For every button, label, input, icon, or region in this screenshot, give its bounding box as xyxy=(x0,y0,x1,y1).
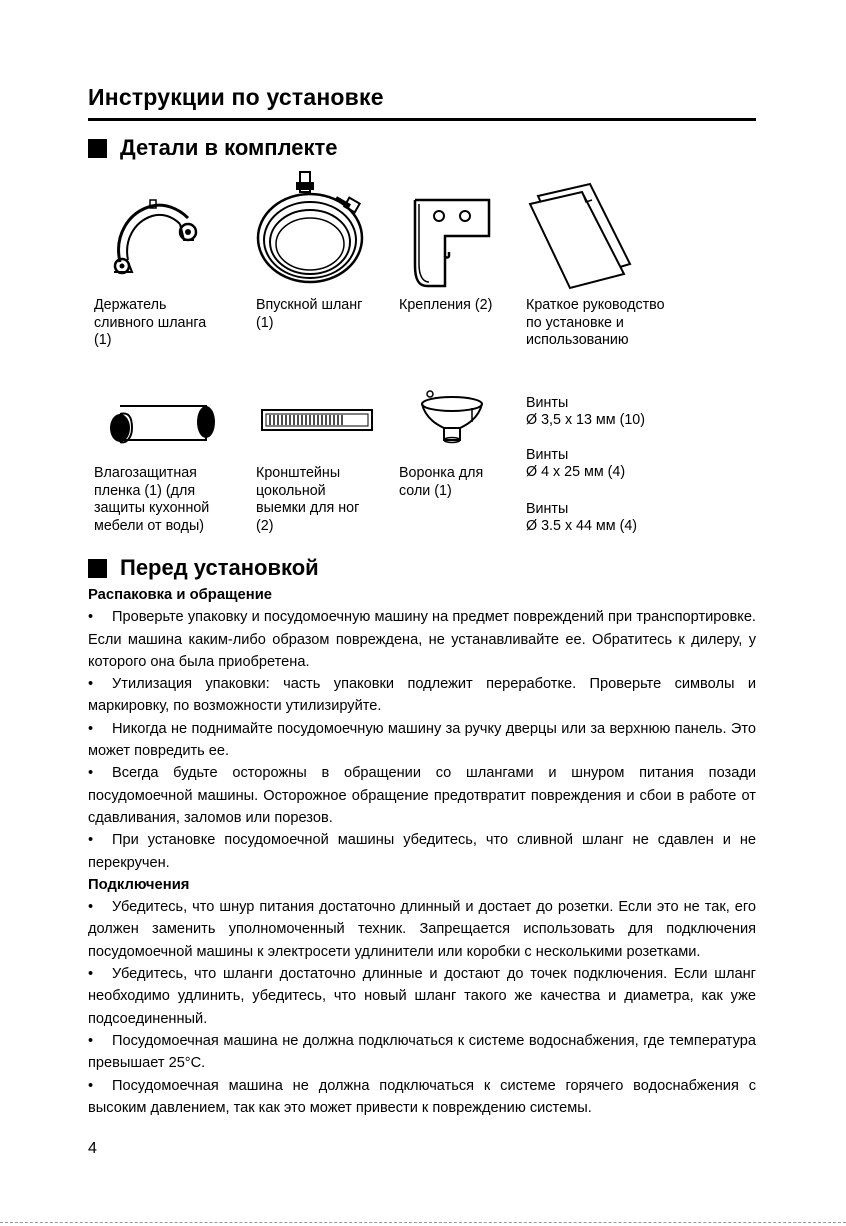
bullet-icon: • xyxy=(88,832,94,849)
screws-label-3: Винты xyxy=(526,501,569,517)
section-heading-before-install-text: Перед установкой xyxy=(120,555,319,580)
section-heading-parts-text: Детали в комплекте xyxy=(120,135,338,160)
bullet-icon: • xyxy=(88,765,94,782)
list-item xyxy=(88,762,756,829)
list-item xyxy=(88,1075,756,1120)
screws-label-2: Винты xyxy=(526,447,569,463)
body-text xyxy=(88,584,756,1119)
subheading-unpacking: Распаковка и обращение xyxy=(88,587,273,603)
list-item xyxy=(88,673,756,718)
list-item xyxy=(88,963,756,1030)
screws-spec-3: Ø 3.5 x 44 мм (4) xyxy=(526,518,638,534)
list-item-text: Всегда будьте осторожны в обращении со шлангами и шнуром питания позади посудомоечной машины. Осторожное обращение предотвратит повреждения и сбои в работе от сдавливания, заломов или порезов. xyxy=(88,765,756,826)
list-item xyxy=(88,718,756,763)
bullet-icon: • xyxy=(88,1032,94,1049)
list-item-text: Посудомоечная машина не должна подключаться к системе водоснабжения, где температура превышает 25°C. xyxy=(88,1032,756,1072)
bullet-icon: • xyxy=(88,676,94,693)
list-item xyxy=(88,896,756,963)
part-caption-brackets: Крепления (2) xyxy=(399,297,493,313)
list-item xyxy=(88,829,756,874)
section-square-icon xyxy=(88,559,107,578)
salt-funnel-icon xyxy=(418,386,488,446)
mounting-bracket-icon xyxy=(405,196,495,292)
list-item-text: Посудомоечная машина не должна подключаться к системе горячего водоснабжения с высоким давлением, так как это может привести к повреждению системы. xyxy=(88,1077,756,1116)
list-item-text: При установке посудомоечной машины убедитесь, что сливной шланг не сдавлен и не перекручен. xyxy=(88,832,756,871)
drain-hose-holder-icon xyxy=(102,196,198,282)
section-square-icon xyxy=(88,139,107,158)
part-caption-plinth-brackets: Кронштейны цокольной выемки для ног (2) xyxy=(256,465,360,534)
inlet-hose-icon xyxy=(250,168,370,288)
list-item-text: Никогда не поднимайте посудомоечную машину за ручку дверцы или за верхнюю панель. Это может повредить ее. xyxy=(88,720,756,760)
list-item-text: Убедитесь, что шнур питания достаточно длинный и достает до розетки. Если это не так, его должен заменить уполномоченный техник. Запрещается использовать для подключения посудомоечной машины к электросети удлинители или коробки с несколькими розетками. xyxy=(88,899,756,960)
page-bottom-border xyxy=(0,1222,846,1224)
part-caption-manual: Краткое руководство по установке и использованию xyxy=(526,297,665,349)
part-caption-inlet-hose: Впускной шланг (1) xyxy=(256,297,363,331)
bullet-icon: • xyxy=(88,609,94,626)
bullet-icon: • xyxy=(88,1077,94,1094)
bullet-icon: • xyxy=(88,720,94,737)
part-caption-drain-holder: Держатель сливного шланга (1) xyxy=(94,297,207,349)
plinth-bracket-icon xyxy=(260,406,376,436)
section-heading-parts xyxy=(88,135,338,161)
bullet-icon: • xyxy=(88,899,94,916)
list-item xyxy=(88,606,756,673)
title-underline xyxy=(88,118,756,121)
list-item-text: Утилизация упаковки: часть упаковки подлежит переработке. Проверьте символы и маркировку, по возможности утилизируйте. xyxy=(88,676,756,715)
screws-spec-1: Ø 3,5 x 13 мм (10) xyxy=(526,412,645,428)
section-heading-before-install xyxy=(88,555,319,581)
manual-icon xyxy=(526,180,636,290)
screws-label-1: Винты xyxy=(526,395,569,411)
screws-spec-2: Ø 4 x 25 мм (4) xyxy=(526,464,626,480)
part-caption-film: Влагозащитная пленка (1) (для защиты кухонной мебели от воды) xyxy=(94,465,210,534)
page-number: 4 xyxy=(88,1140,97,1157)
list-item xyxy=(88,1030,756,1075)
film-roll-icon xyxy=(106,398,216,452)
list-item-text: Убедитесь, что шланги достаточно длинные и достают до точек подключения. Если шланг необходимо удлинить, убедитесь, что новый шланг такого же качества и диаметра, как уже подсоединенный. xyxy=(88,966,756,1027)
bullet-icon: • xyxy=(88,966,94,983)
page-title: Инструкции по установке xyxy=(88,84,384,110)
list-item-text: Проверьте упаковку и посудомоечную машину на предмет повреждений при транспортировке. Если машина каким-либо образом повреждена, не устанавливайте ее. Обратитесь к дилеру, у которого она была приобретена. xyxy=(88,609,756,670)
subheading-connections: Подключения xyxy=(88,876,190,893)
part-caption-salt-funnel: Воронка для соли (1) xyxy=(399,465,484,499)
